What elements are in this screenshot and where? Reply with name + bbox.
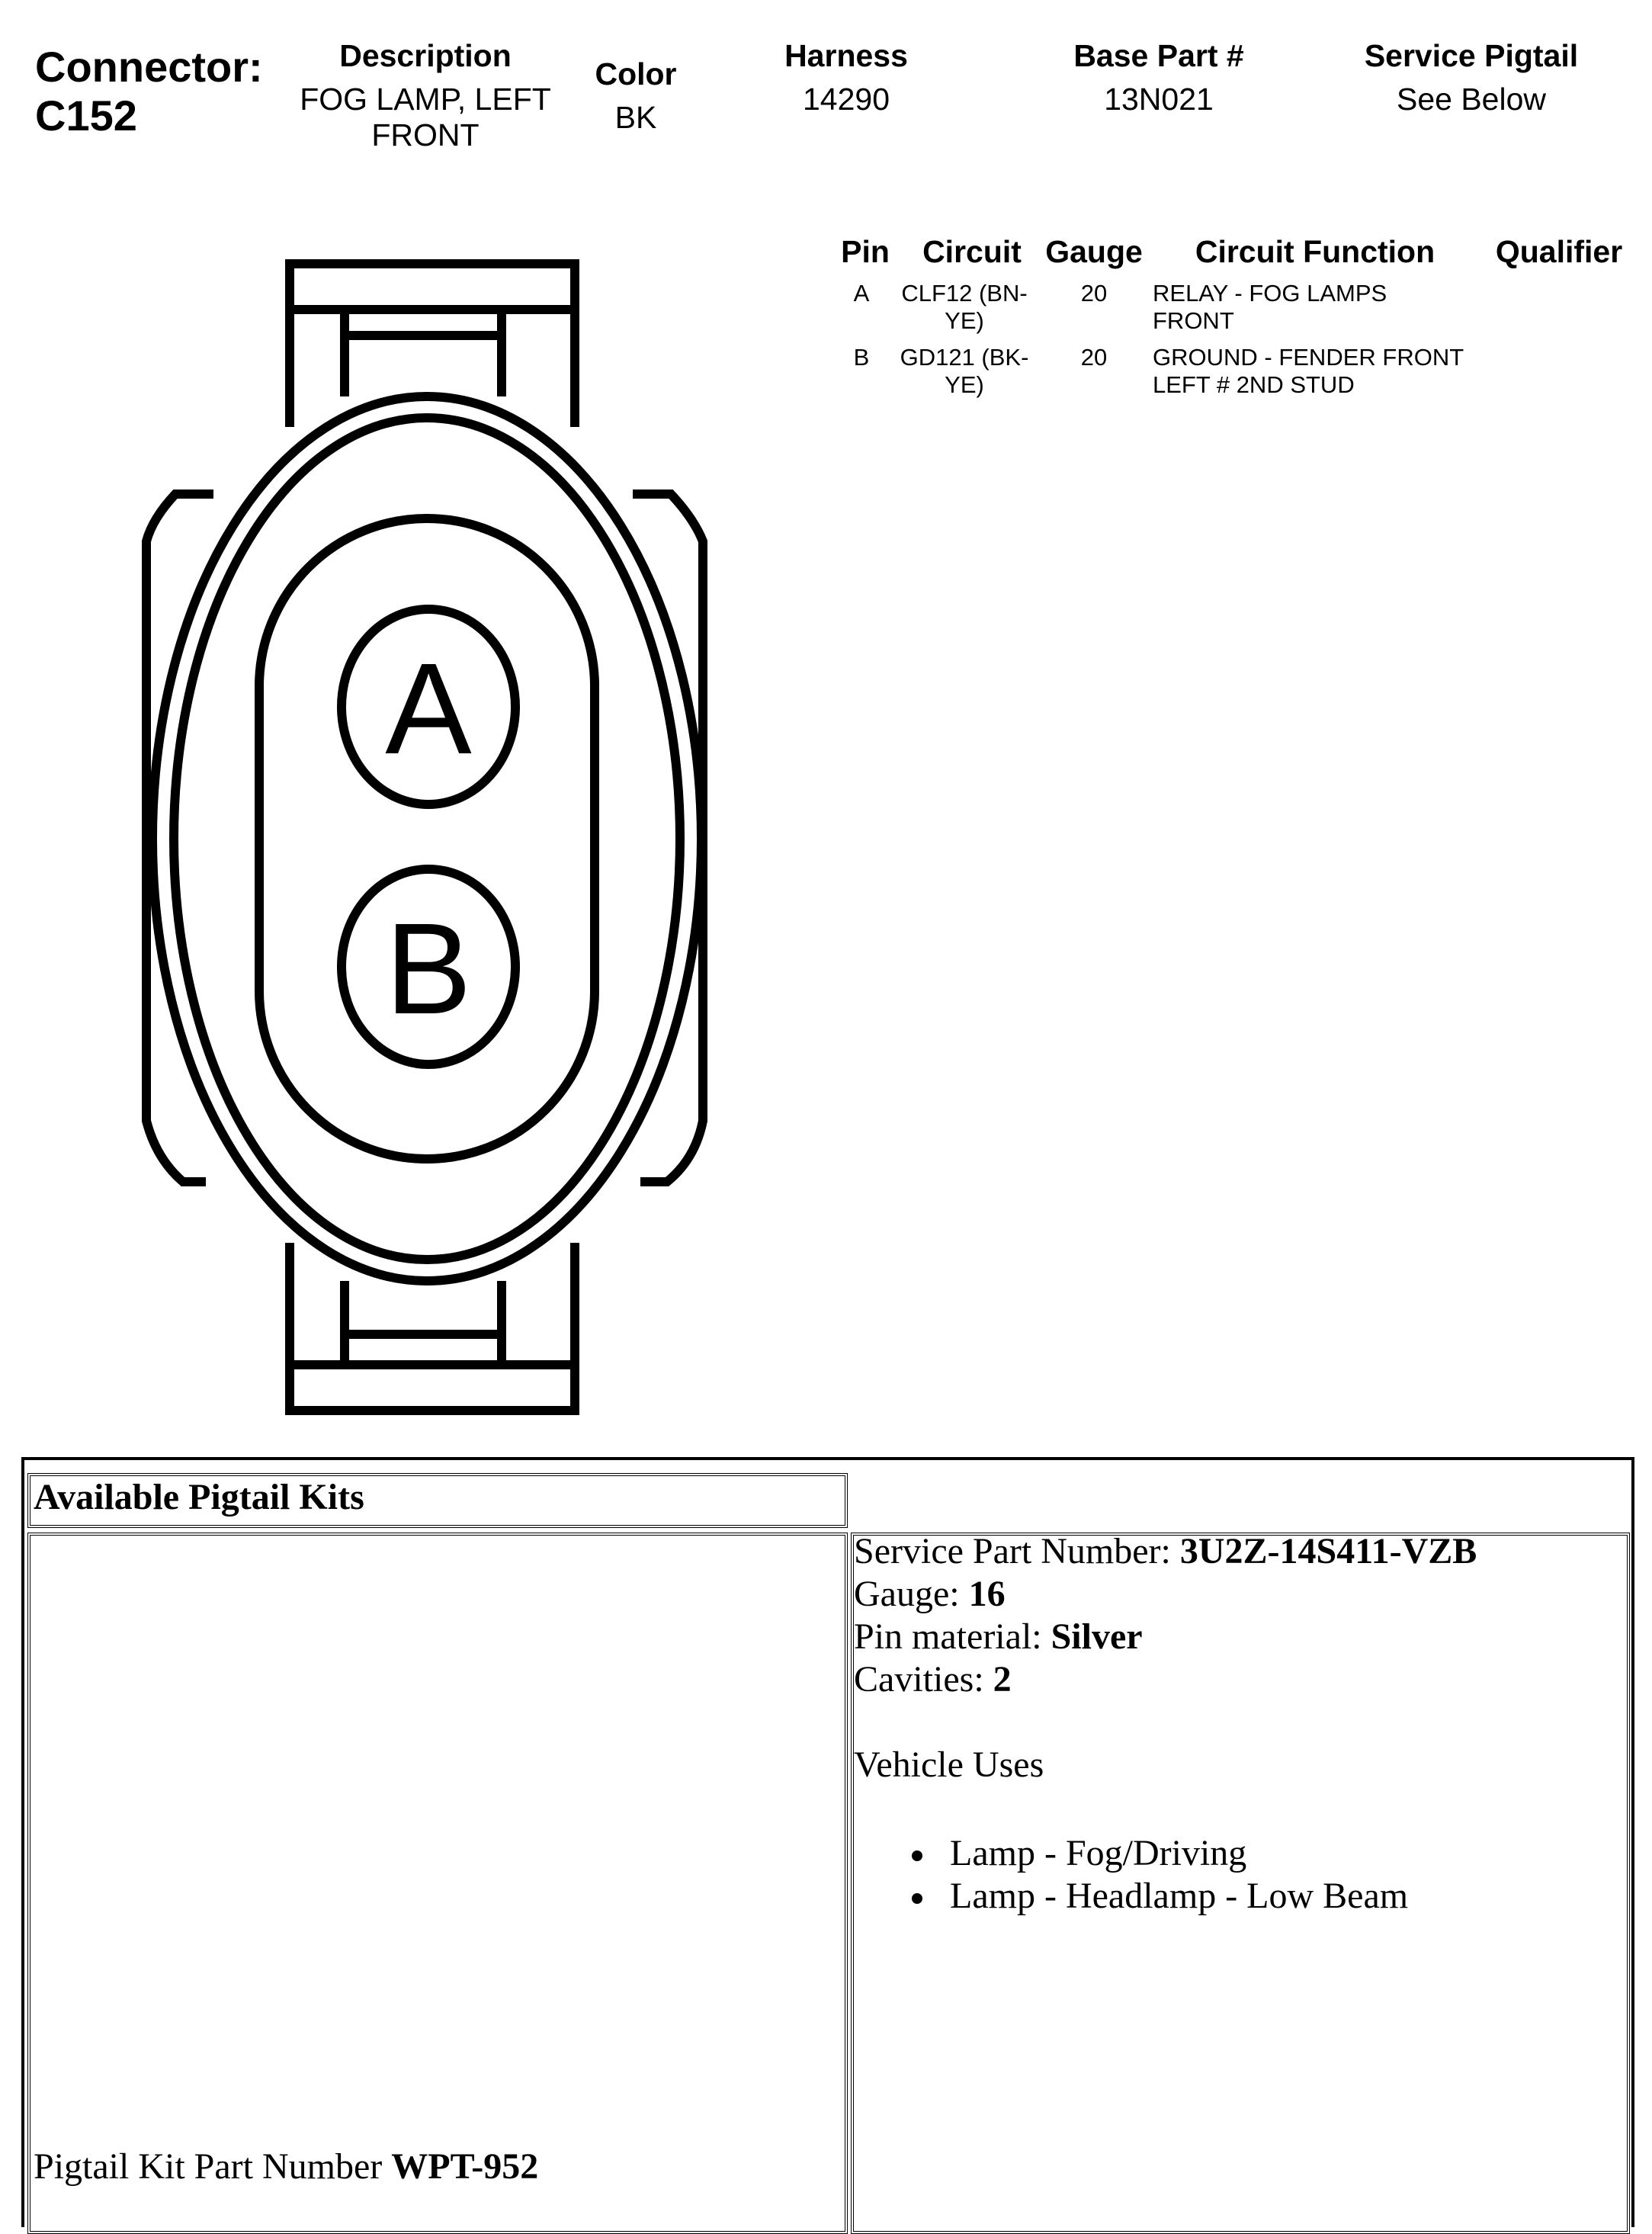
service-pigtail-value: See Below <box>1396 82 1546 117</box>
pigtail-details <box>854 1530 1477 1918</box>
harness-value: 14290 <box>802 82 890 117</box>
gauge-header: Gauge <box>1045 234 1143 269</box>
list-item <box>854 1875 1477 1918</box>
color-value: BK <box>614 100 657 135</box>
vehicle-uses-list <box>854 1832 1477 1918</box>
pin-cell: B <box>853 344 870 371</box>
gauge-row <box>854 1573 1477 1616</box>
circuit-function-cell <box>1153 344 1480 399</box>
circuit-function-line2: FRONT <box>1153 307 1234 334</box>
pin-material-row <box>854 1616 1477 1658</box>
circuit-function-line2: LEFT # 2ND STUD <box>1153 371 1355 398</box>
gauge-label: Gauge: <box>854 1574 969 1614</box>
harness-column <box>762 38 930 117</box>
vehicle-use-text: Lamp - Headlamp - Low Beam <box>950 1876 1409 1916</box>
pigtail-image-cell <box>27 1533 848 2234</box>
available-pigtail-kits-title: Available Pigtail Kits <box>34 1477 364 1517</box>
circuit-cell-line2: YE) <box>945 371 984 398</box>
service-pigtail-label: Service Pigtail <box>1364 38 1579 73</box>
circuit-cell <box>884 344 1044 399</box>
harness-label: Harness <box>784 38 908 73</box>
circuit-cell-line1: GD121 (BK- <box>900 344 1029 371</box>
kit-part-label: Pigtail Kit Part Number <box>34 2146 392 2187</box>
color-label: Color <box>595 56 677 91</box>
circuit-function-line1: RELAY - FOG LAMPS <box>1153 280 1387 307</box>
kit-part-value: WPT-952 <box>391 2146 539 2187</box>
qualifier-header: Qualifier <box>1495 234 1623 269</box>
right-side-clip <box>633 494 703 1182</box>
bullet-icon <box>912 1893 922 1904</box>
circuit-function-header: Circuit Function <box>1195 234 1435 269</box>
pin-header: Pin <box>841 234 890 269</box>
housing-inner-ring <box>174 418 680 1260</box>
vehicle-use-text: Lamp - Fog/Driving <box>950 1833 1247 1873</box>
cavities-label: Cavities: <box>854 1659 993 1700</box>
bullet-icon <box>912 1850 922 1861</box>
housing-outer-ring <box>152 396 701 1281</box>
description-label: Description <box>339 38 512 73</box>
service-part-label: Service Part Number: <box>854 1531 1180 1571</box>
cavity-b-label: B <box>385 897 472 1042</box>
cavity-a-label: A <box>385 637 472 782</box>
circuit-function-line1: GROUND - FENDER FRONT <box>1153 344 1464 371</box>
circuit-cell-line2: YE) <box>945 307 984 334</box>
pin-material-value: Silver <box>1051 1616 1143 1657</box>
connector-label: Connector: <box>35 43 263 91</box>
circuit-header: Circuit <box>922 234 1022 269</box>
list-item <box>854 1832 1477 1875</box>
cavities-value: 2 <box>993 1659 1012 1700</box>
service-part-value: 3U2Z-14S411-VZB <box>1179 1531 1477 1571</box>
bottom-latch <box>290 1243 575 1411</box>
description-value-line1: FOG LAMP, LEFT <box>300 82 551 117</box>
gauge-cell: 20 <box>1080 344 1108 371</box>
gauge-value: 16 <box>968 1574 1006 1614</box>
base-part-label: Base Part # <box>1073 38 1244 73</box>
gauge-cell: 20 <box>1080 280 1108 307</box>
cavities-row <box>854 1658 1477 1701</box>
service-part-number-row <box>854 1530 1477 1573</box>
connector-face-diagram <box>0 0 732 1433</box>
base-part-column <box>1044 38 1273 117</box>
circuit-function-cell <box>1153 280 1480 335</box>
circuit-cell <box>884 280 1044 335</box>
pin-material-label: Pin material: <box>854 1616 1051 1657</box>
pigtail-kit-part-number <box>34 2146 538 2188</box>
base-part-value: 13N021 <box>1104 82 1214 117</box>
top-latch <box>290 264 575 427</box>
vehicle-uses-title: Vehicle Uses <box>854 1745 1044 1785</box>
circuit-cell-line1: CLF12 (BN- <box>901 280 1028 307</box>
pin-cell: A <box>853 280 870 307</box>
service-pigtail-column <box>1342 38 1601 117</box>
description-value-line2: FRONT <box>371 117 480 152</box>
connector-id: C152 <box>35 91 137 140</box>
